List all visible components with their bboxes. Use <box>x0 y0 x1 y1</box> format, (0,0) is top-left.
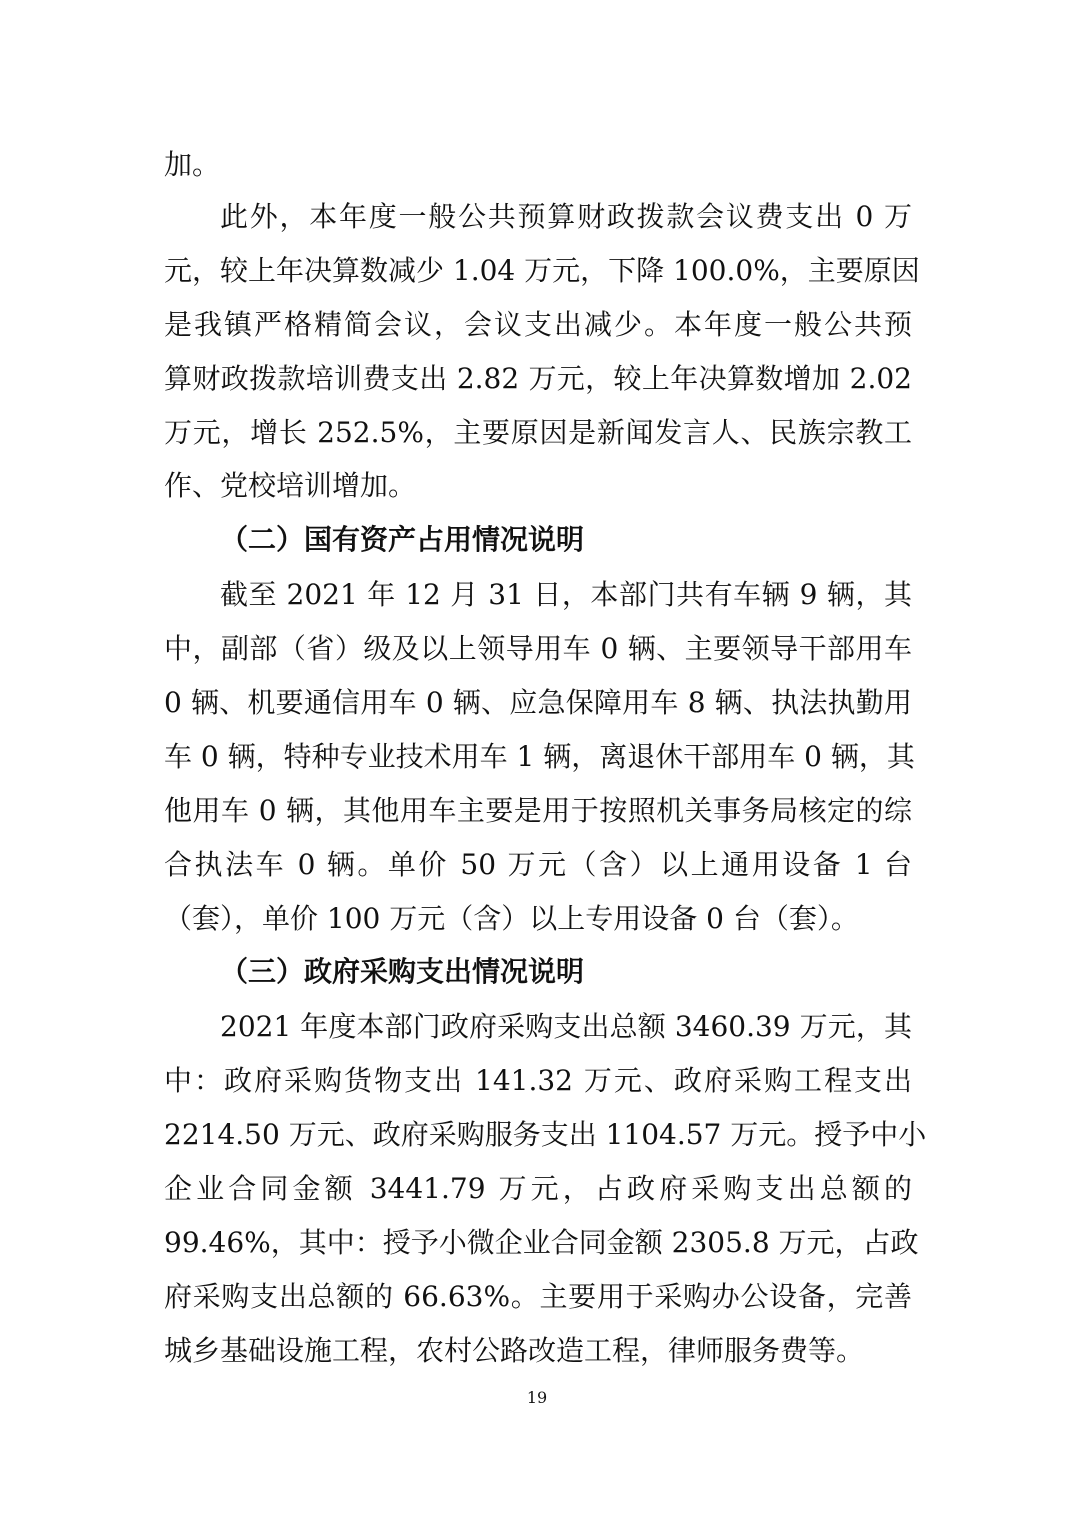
paragraph-training-fee-line: 万元，增长 252.5%，主要原因是新闻发言人、民族宗教工 <box>164 416 912 449</box>
paragraph-procurement-line: 城乡基础设施工程，农村公路改造工程，律师服务费等。 <box>164 1334 865 1367</box>
paragraph-procurement-line: 99.46%，其中：授予小微企业合同金额 2305.8 万元，占政 <box>164 1226 919 1259</box>
paragraph-assets-line: 车 0 辆，特种专业技术用车 1 辆，离退休干部用车 0 辆，其 <box>164 740 915 773</box>
paragraph-procurement-line: 中：政府采购货物支出 141.32 万元、政府采购工程支出 <box>164 1064 912 1097</box>
paragraph-meeting-fee-line: 元，较上年决算数减少 1.04 万元，下降 100.0%，主要原因 <box>164 254 920 287</box>
paragraph-assets-line: 他用车 0 辆，其他用车主要是用于按照机关事务局核定的综 <box>164 794 912 827</box>
section-heading-state-assets: （二）国有资产占用情况说明 <box>220 523 585 556</box>
paragraph-procurement-line: 2214.50 万元、政府采购服务支出 1104.57 万元。授予中小 <box>164 1118 927 1151</box>
page-number: 19 <box>526 1388 548 1407</box>
paragraph-procurement-line: 府采购支出总额的 66.63%。主要用于采购办公设备，完善 <box>164 1280 912 1313</box>
paragraph-assets-line: （套），单价 100 万元（含）以上专用设备 0 台（套）。 <box>164 902 859 935</box>
paragraph-training-fee-line: 算财政拨款培训费支出 2.82 万元，较上年决算数增加 2.02 <box>164 362 912 395</box>
paragraph-assets-line: 中，副部（省）级及以上领导用车 0 辆、主要领导干部用车 <box>164 632 912 665</box>
paragraph-meeting-fee-line: 此外，本年度一般公共预算财政拨款会议费支出 0 万 <box>220 200 912 233</box>
paragraph-assets-line: 0 辆、机要通信用车 0 辆、应急保障用车 8 辆、执法执勤用 <box>164 686 912 719</box>
paragraph-procurement-line: 企业合同金额 3441.79 万元，占政府采购支出总额的 <box>164 1172 912 1205</box>
paragraph-meeting-fee-line: 是我镇严格精简会议，会议支出减少。本年度一般公共预 <box>164 308 912 341</box>
section-heading-procurement: （三）政府采购支出情况说明 <box>220 955 585 988</box>
paragraph-assets-line: 合执法车 0 辆。单价 50 万元（含）以上通用设备 1 台 <box>164 848 912 881</box>
paragraph-procurement-line: 2021 年度本部门政府采购支出总额 3460.39 万元，其 <box>220 1010 912 1043</box>
paragraph-assets-line: 截至 2021 年 12 月 31 日，本部门共有车辆 9 辆，其 <box>220 578 912 611</box>
text-line-continuation: 加。 <box>164 148 221 181</box>
paragraph-training-fee-line: 作、党校培训增加。 <box>164 469 417 502</box>
